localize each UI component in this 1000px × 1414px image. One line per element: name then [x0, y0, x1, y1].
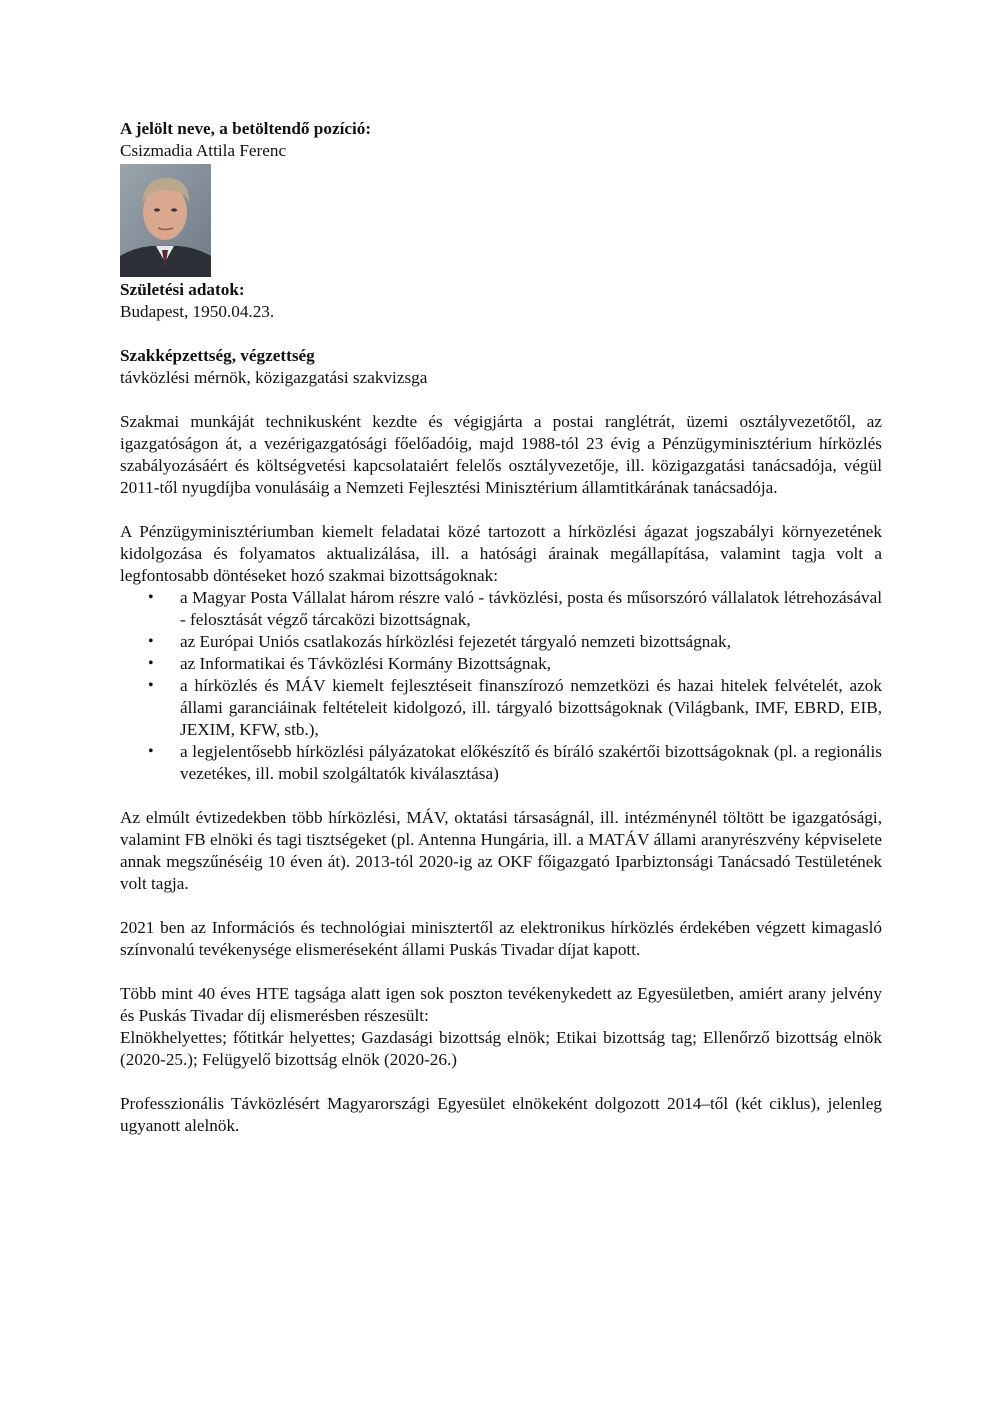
education-heading: Szakképzettség, végzettség [120, 346, 315, 365]
portrait-photo [120, 164, 211, 277]
committee-list [120, 587, 882, 785]
candidate-heading: A jelölt neve, a betöltendő pozíció: [120, 119, 372, 138]
list-item: • a Magyar Posta Vállalat három részre való - távközlési, posta és műsorszóró vállalatok létrehozásával - felosztását végző tárcaközi bizottságnak, [120, 587, 882, 631]
education-value: távközlési mérnök, közigazgatási szakvizsga [120, 368, 428, 387]
birth-value: Budapest, 1950.04.23. [120, 302, 275, 321]
birth-heading: Születési adatok: [120, 280, 245, 299]
list-item: • a legjelentősebb hírközlési pályázatokat előkészítő és bíráló szakértői bizottságoknak (pl. a regionális vezetékes, ill. mobil szolgáltatók kiválasztása) [120, 741, 882, 785]
ministry-intro-paragraph: A Pénzügyminisztériumban kiemelt feladatai közé tartozott a hírközlési ágazat jogszabályi környezetének kidolgozása és folyamatos aktualizálása, ill. a hatósági árainak megállapítása, valamint tagja volt a legfontosabb döntéseket hozó szakmai bizottságoknak: [120, 522, 882, 585]
hte-intro-paragraph: Több mint 40 éves HTE tagsága alatt igen sok poszton tevékenykedett az Egyesületben, amiért arany jelvény és Puskás Tivadar díj elismerésben részesült: [120, 984, 882, 1025]
candidate-name: Csizmadia Attila Ferenc [120, 141, 287, 160]
list-item: • az Európai Uniós csatlakozás hírközlési fejezetét tárgyaló nemzeti bizottságnak, [120, 631, 882, 653]
list-item: • a hírközlés és MÁV kiemelt fejlesztéseit finanszírozó nemzetközi és hazai hitelek felvételét, azok állami garanciáinak feltételeit kidolgozó, ill. tárgyaló bizottságoknak (Világbank, IMF, EBRD, EIB, JEXIM, KFW, stb.), [120, 675, 882, 741]
document-page [120, 118, 882, 1137]
boards-paragraph: Az elmúlt évtizedekben több hírközlési, MÁV, oktatási társaságnál, ill. intézménynél töltött be igazgatósági, valamint FB elnöki és tagi tisztségeket (pl. Antenna Hungária, ill. a MATÁV állami aranyrészvény képviselete annak megszűnéséig 10 éven át). 2013-tól 2020-ig az OKF főigazgató Iparbiztonsági Tanácsadó Testületének volt tagja. [120, 808, 882, 893]
ptme-paragraph: Professzionális Távközlésért Magyarországi Egyesület elnökeként dolgozott 2014–től (két ciklus), jelenleg ugyanott alelnök. [120, 1094, 882, 1135]
list-item: • az Informatikai és Távközlési Kormány Bizottságnak, [120, 653, 882, 675]
award-paragraph: 2021 ben az Információs és technológiai minisztertől az elektronikus hírközlés érdekében végzett kimagasló színvonalú tevékenysége elismeréseként állami Puskás Tivadar díjat kapott. [120, 918, 882, 959]
career-paragraph: Szakmai munkáját technikusként kezdte és végigjárta a postai ranglétrát, üzemi osztályvezetőtől, az igazgatóságon át, a vezérigazgatósági főelőadóig, majd 1988-tól 23 évig a Pénzügyminisztérium hírközlés szabályozásáért és költségvetési kapcsolataiért felelős osztályvezetője, ill. közigazgatási tanácsadója, végül 2011-től nyugdíjba vonulásáig a Nemzeti Fejlesztési Minisztérium államtitkárának tanácsadója. [120, 412, 882, 497]
hte-roles-paragraph: Elnökhelyettes; főtitkár helyettes; Gazdasági bizottság elnök; Etikai bizottság tag; Ellenőrző bizottság elnök (2020-25.); Felügyelő bizottság elnök (2020-26.) [120, 1028, 882, 1069]
